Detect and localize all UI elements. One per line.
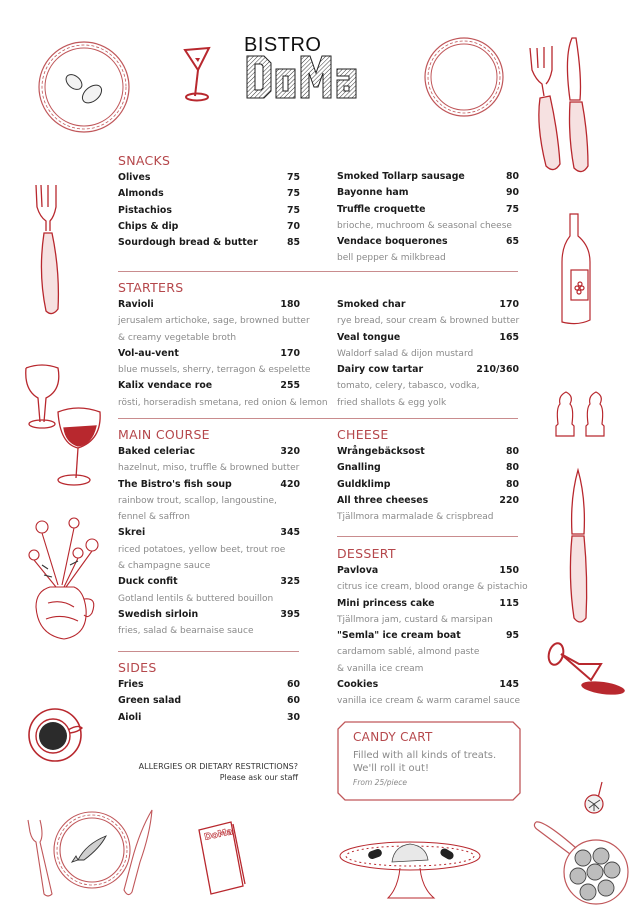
item-description: & vanilla ice cream xyxy=(337,663,424,674)
item-description: & champagne sauce xyxy=(118,561,211,572)
menu-item xyxy=(118,525,300,541)
item-description: rye bread, sour cream & browned butter xyxy=(337,316,520,327)
menu-item xyxy=(337,169,519,185)
oyster-plate-icon xyxy=(37,40,131,138)
item-price: 80 xyxy=(505,478,519,490)
allergy-note-title: ALLERGIES OR DIETARY RESTRICTIONS? xyxy=(138,762,298,771)
menu-item xyxy=(337,297,519,313)
item-name: Pistachios xyxy=(118,204,172,216)
lollipop-icon xyxy=(582,780,612,820)
cocktail-glass-icon xyxy=(183,46,213,108)
item-name: Smoked char xyxy=(337,299,406,310)
section-title-snacks: SNACKS xyxy=(118,153,171,168)
wine-glasses-icon xyxy=(22,360,102,494)
item-name: The Bistro's fish soup xyxy=(118,478,232,490)
item-name: Gnalling xyxy=(337,462,381,474)
fork-icon xyxy=(30,183,70,322)
item-name: Green salad xyxy=(118,695,182,707)
item-description: citrus ice cream, blood orange & pistachio xyxy=(337,582,528,593)
item-name: Ravioli xyxy=(118,299,154,310)
fish-plate-icon xyxy=(24,810,154,904)
candy-cart-box xyxy=(337,721,521,801)
item-price: 60 xyxy=(286,679,300,690)
empty-plate-icon xyxy=(423,36,505,122)
item-price: 180 xyxy=(280,299,300,310)
menu-item xyxy=(118,710,300,726)
menu-item xyxy=(337,677,519,693)
item-name: Chips & dip xyxy=(118,220,179,232)
item-name: Bayonne ham xyxy=(337,187,409,199)
logo xyxy=(246,55,376,103)
fork-knife-icon xyxy=(524,36,604,180)
item-name: Pavlova xyxy=(337,565,379,576)
item-description: Tjällmora jam, custard & marsipan xyxy=(337,614,493,625)
menu-item xyxy=(337,185,519,201)
item-description: bell pepper & milkbread xyxy=(337,253,446,264)
item-price: 70 xyxy=(286,220,300,232)
section-snacks-right xyxy=(337,169,519,267)
section-sides xyxy=(118,659,300,726)
item-price: 80 xyxy=(505,462,519,474)
menu-book-icon xyxy=(195,818,245,902)
allergy-note xyxy=(110,761,298,783)
section-title-cheese: CHEESE xyxy=(337,427,389,442)
section-title-sides: SIDES xyxy=(118,660,157,675)
menu-item xyxy=(337,477,519,493)
item-price: 75 xyxy=(286,188,300,200)
item-price: 30 xyxy=(286,711,300,723)
item-price: 115 xyxy=(499,597,519,609)
item-name: Aioli xyxy=(118,711,142,723)
menu-item xyxy=(118,477,300,493)
item-price: 75 xyxy=(286,172,300,183)
item-description: brioche, muchroom & seasonal cheese xyxy=(337,220,512,231)
divider xyxy=(337,536,518,537)
menu-item xyxy=(118,607,300,623)
bistro-label: BISTRO xyxy=(244,34,322,56)
flower-vase-icon xyxy=(22,515,112,649)
section-title-main-course: MAIN COURSE xyxy=(118,427,210,442)
item-price: 395 xyxy=(280,608,300,620)
item-name: Sourdough bread & butter xyxy=(118,237,258,249)
wine-bottle-icon xyxy=(556,212,596,336)
section-starters-right xyxy=(337,297,519,411)
item-price: 170 xyxy=(280,347,300,359)
menu-item xyxy=(118,186,300,202)
item-name: Skrei xyxy=(118,527,146,539)
item-price: 210/360 xyxy=(476,364,519,376)
item-price: 345 xyxy=(280,527,300,539)
item-name: Smoked Tollarp sausage xyxy=(337,171,465,182)
item-name: Duck confit xyxy=(118,576,178,588)
menu-item xyxy=(118,203,300,219)
item-description: Gotland lentils & buttered bouillon xyxy=(118,593,274,604)
item-description: jerusalem artichoke, sage, browned butter xyxy=(118,316,310,327)
aebleskiver-pan-icon xyxy=(530,818,640,912)
item-price: 145 xyxy=(499,679,519,691)
item-name: Baked celeriac xyxy=(118,446,195,457)
item-price: 80 xyxy=(505,171,519,182)
menu-item xyxy=(337,202,519,218)
svg-text:DoMa: DoMa xyxy=(203,827,234,843)
item-name: Guldklimp xyxy=(337,478,391,490)
item-price: 150 xyxy=(499,565,519,576)
item-name: Olives xyxy=(118,172,151,183)
allergy-note-subtitle: Please ask our staff xyxy=(219,773,298,782)
menu-item xyxy=(337,563,519,579)
item-price: 165 xyxy=(499,331,519,343)
item-name: Mini princess cake xyxy=(337,597,435,609)
item-name: Truffle croquette xyxy=(337,203,426,215)
menu-item xyxy=(118,170,300,186)
item-description: vanilla ice cream & warm caramel sauce xyxy=(337,696,521,707)
item-price: 220 xyxy=(499,494,519,506)
menu-item xyxy=(118,235,300,251)
section-title-dessert: DESSERT xyxy=(337,546,396,561)
item-price: 255 xyxy=(280,380,300,392)
item-name: Swedish sirloin xyxy=(118,608,199,620)
item-name: Vendace boquerones xyxy=(337,236,448,248)
item-price: 420 xyxy=(280,478,300,490)
item-name: Almonds xyxy=(118,188,164,200)
section-title-starters: STARTERS xyxy=(118,280,184,295)
item-description: riced potatoes, yellow beet, trout roe xyxy=(118,544,286,555)
spilled-glass-icon xyxy=(545,640,625,704)
menu-item xyxy=(337,330,519,346)
menu-item xyxy=(118,574,300,590)
knife-icon xyxy=(564,468,594,632)
item-name: Fries xyxy=(118,679,144,690)
section-dessert xyxy=(337,545,528,710)
item-price: 170 xyxy=(499,299,519,310)
item-name: Vol-au-vent xyxy=(118,347,179,359)
item-description: fried shallots & egg yolk xyxy=(337,397,447,408)
candy-cart-price-note: From 25/piece xyxy=(353,778,407,787)
item-description: tomato, celery, tabasco, vodka, xyxy=(337,381,480,392)
divider xyxy=(118,418,518,419)
item-description: cardamom sablé, almond paste xyxy=(337,647,480,658)
cake-stand-icon xyxy=(336,832,486,906)
item-price: 320 xyxy=(280,446,300,457)
item-description: Tjällmora marmalade & crispbread xyxy=(337,512,494,523)
item-name: Cookies xyxy=(337,679,379,691)
item-price: 80 xyxy=(505,446,519,457)
item-price: 75 xyxy=(505,203,519,215)
item-name: Dairy cow tartar xyxy=(337,364,424,376)
menu-item xyxy=(118,378,300,394)
item-price: 85 xyxy=(286,237,300,249)
menu-item xyxy=(337,460,519,476)
item-description: hazelnut, miso, truffle & browned butter xyxy=(118,463,300,474)
item-price: 60 xyxy=(286,695,300,707)
menu-item xyxy=(118,677,300,693)
item-name: All three cheeses xyxy=(337,494,429,506)
menu-item xyxy=(118,444,300,460)
item-price: 65 xyxy=(505,236,519,248)
item-description: rainbow trout, scallop, langoustine, xyxy=(118,495,277,506)
doma-logo-icon xyxy=(246,55,376,99)
menu-item xyxy=(337,596,519,612)
divider xyxy=(118,651,299,652)
item-description: & creamy vegetable broth xyxy=(118,332,237,343)
candy-cart-title: CANDY CART xyxy=(353,730,433,744)
menu-item xyxy=(118,693,300,709)
menu-item xyxy=(337,362,519,378)
item-price: 95 xyxy=(505,630,519,642)
item-price: 90 xyxy=(505,187,519,199)
item-description: Waldorf salad & dijon mustard xyxy=(337,348,474,359)
item-description: blue mussels, sherry, terragon & espelette xyxy=(118,365,311,376)
menu-item xyxy=(118,297,300,313)
menu-item xyxy=(337,493,519,509)
candy-cart-text: Filled with all kinds of treats. We'll roll it out! xyxy=(353,750,497,774)
item-description: fries, salad & bearnaise sauce xyxy=(118,626,254,637)
menu-item xyxy=(118,346,300,362)
section-snacks-left xyxy=(118,152,300,251)
divider xyxy=(118,271,518,272)
menu-item xyxy=(337,444,519,460)
menu-item xyxy=(337,234,519,250)
section-cheese xyxy=(337,426,519,525)
item-description: rösti, horseradish smetana, red onion & lemon xyxy=(118,397,328,408)
item-name: Wrångebäcksost xyxy=(337,446,425,457)
menu-item xyxy=(118,219,300,235)
item-name: Kalix vendace roe xyxy=(118,380,213,392)
salt-pepper-icon xyxy=(552,390,622,444)
item-price: 325 xyxy=(280,576,300,588)
item-description: fennel & saffron xyxy=(118,512,191,523)
section-starters-left xyxy=(118,279,328,411)
item-price: 75 xyxy=(286,204,300,216)
item-name: "Semla" ice cream boat xyxy=(337,630,461,642)
section-main-course xyxy=(118,426,300,640)
coffee-cup-icon xyxy=(26,706,86,768)
item-name: Veal tongue xyxy=(337,331,401,343)
menu-item xyxy=(337,628,519,644)
